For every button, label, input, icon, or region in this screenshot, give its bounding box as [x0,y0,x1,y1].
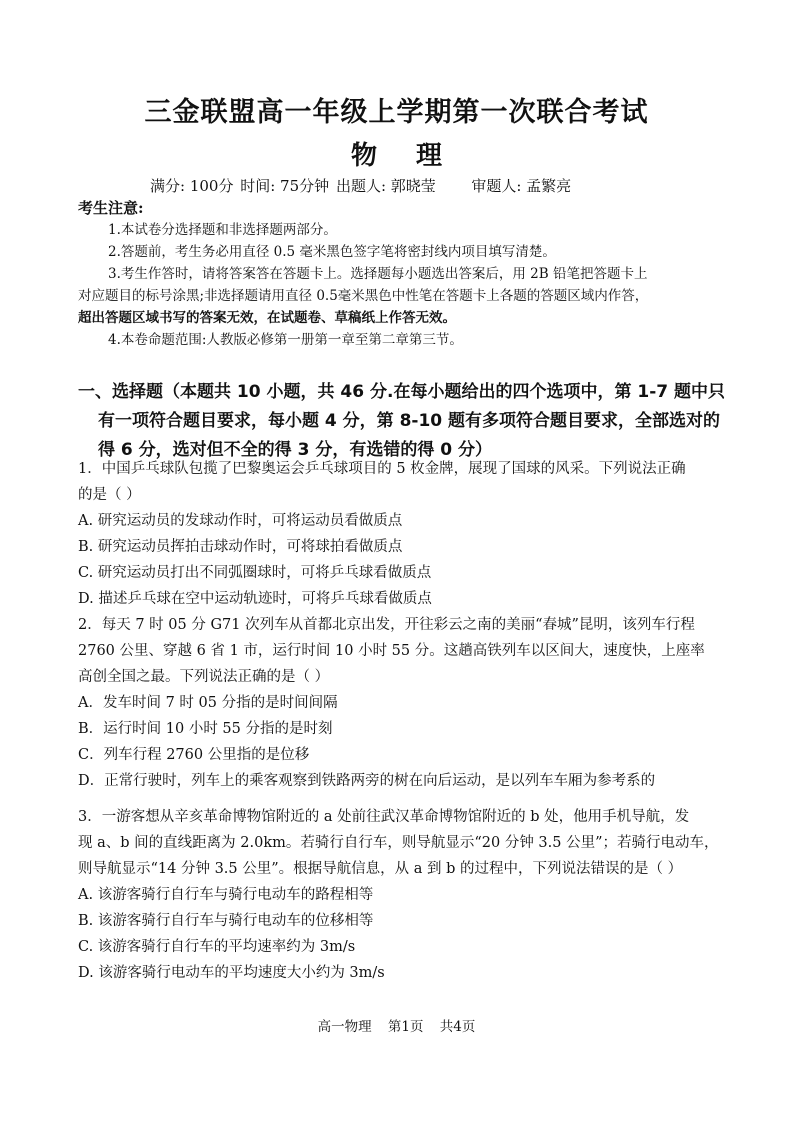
question-author: 出题人: 郭晓莹 [335,177,436,195]
question-1-stem-line-1: 1．中国乒乓球队包揽了巴黎奥运会乒乓球项目的 5 枚金牌，展现了国球的风采。下列说法正确 [78,461,686,477]
notice-item-3-line-2: 对应题目的标号涂黑;非选择题请用直径 0.5毫米黑色中性笔在答题卡上各题的答题区域内作答， [78,288,649,304]
exam-time: 时间: 75分钟 [240,177,330,195]
question-3-option-d: D. 该游客骑行电动车的平均速度大小约为 3m/s [78,965,385,981]
question-3-stem-line-1: 3．一游客想从辛亥革命博物馆附近的 a 处前往武汉革命博物馆附近的 b 处，他用手机导航，发 [78,809,690,825]
question-2-option-d: D．正常行驶时，列车上的乘客观察到铁路两旁的树在向后运动，是以列车车厢为参考系的 [78,773,656,789]
notice-item-1: 1.本试卷分选择题和非选择题两部分。 [108,222,337,238]
question-2-stem-line-2: 2760 公里、穿越 6 省 1 市，运行时间 10 小时 55 分。这趟高铁列车以区间大，速度快，上座率 [78,643,705,659]
question-1 [78,456,730,612]
footer-total-pages: 共4页 [439,1019,476,1035]
question-3-stem-line-3: 则导航显示“14 分钟 3.5 公里”。根据导航信息，从 a 到 b 的过程中，下列说法错误的是（ ） [78,861,683,877]
question-2-stem-line-3: 高创全国之最。下列说法正确的是（ ） [78,669,330,685]
section-heading-line-3: 得 6 分，选对但不全的得 3 分，有选错的得 0 分） [98,440,492,460]
full-score: 满分: 100分 [150,177,234,195]
question-3-option-b: B. 该游客骑行自行车与骑行电动车的位移相等 [78,913,374,929]
notice-item-4: 4.本卷命题范围:人教版必修第一册第一章至第二章第三节。 [108,332,463,348]
question-1-stem-line-2: 的是（ ） [78,487,141,503]
footer-subject: 高一物理 [317,1019,372,1035]
question-1-option-d: D. 描述乒乓球在空中运动轨迹时，可将乒乓球看做质点 [78,591,432,607]
question-3 [78,804,730,986]
question-1-option-a: A. 研究运动员的发球动作时，可将运动员看做质点 [78,513,403,529]
question-2 [78,612,730,794]
section-heading [78,378,728,465]
question-2-option-b: B．运行时间 10 小时 55 分指的是时刻 [78,721,333,737]
question-1-option-b: B. 研究运动员挥拍击球动作时，可将球拍看做质点 [78,539,403,555]
notice-heading: 考生注意: [78,199,144,217]
footer-page-number: 第1页 [387,1019,424,1035]
exam-meta [150,175,573,196]
notice-item-3-line-1: 3.考生作答时，请将答案答在答题卡上。选择题每小题选出答案后，用 2B 铅笔把答题卡上 [108,266,648,282]
question-1-option-c: C. 研究运动员打出不同弧圈球时，可将乒乓球看做质点 [78,565,432,581]
page-footer [0,1015,793,1035]
question-3-option-c: C. 该游客骑行自行车的平均速率约为 3m/s [78,939,356,955]
question-3-option-a: A. 该游客骑行自行车与骑行电动车的路程相等 [78,887,374,903]
question-2-option-c: C．列车行程 2760 公里指的是位移 [78,747,310,763]
notice-item-3-line-3: 超出答题区域书写的答案无效，在试题卷、草稿纸上作答无效。 [78,310,456,326]
notice-list [78,219,728,351]
section-heading-line-1: 一、选择题（本题共 10 小题，共 46 分.在每小题给出的四个选项中，第 1-7 题中只 [78,382,725,402]
question-2-option-a: A．发车时间 7 时 05 分指的是时间间隔 [78,695,338,711]
question-3-stem-line-2: 现 a、b 间的直线距离为 2.0km。若骑行自行车，则导航显示“20 分钟 3.5 公里”；若骑行电动车， [78,835,719,851]
notice-item-2: 2.答题前，考生务必用直径 0.5 毫米黑色签字笔将密封线内项目填写清楚。 [108,244,556,260]
subject-title: 物 理 [350,141,443,171]
question-2-stem-line-1: 2．每天 7 时 05 分 G71 次列车从首都北京出发，开往彩云之南的美丽“春城”昆明，该列车行程 [78,617,695,633]
exam-title: 三金联盟高一年级上学期第一次联合考试 [144,97,649,128]
section-heading-line-2: 有一项符合题目要求，每小题 4 分，第 8-10 题有多项符合题目要求，全部选对的 [98,411,721,431]
question-reviewer: 审题人: 孟繁亮 [471,177,572,195]
